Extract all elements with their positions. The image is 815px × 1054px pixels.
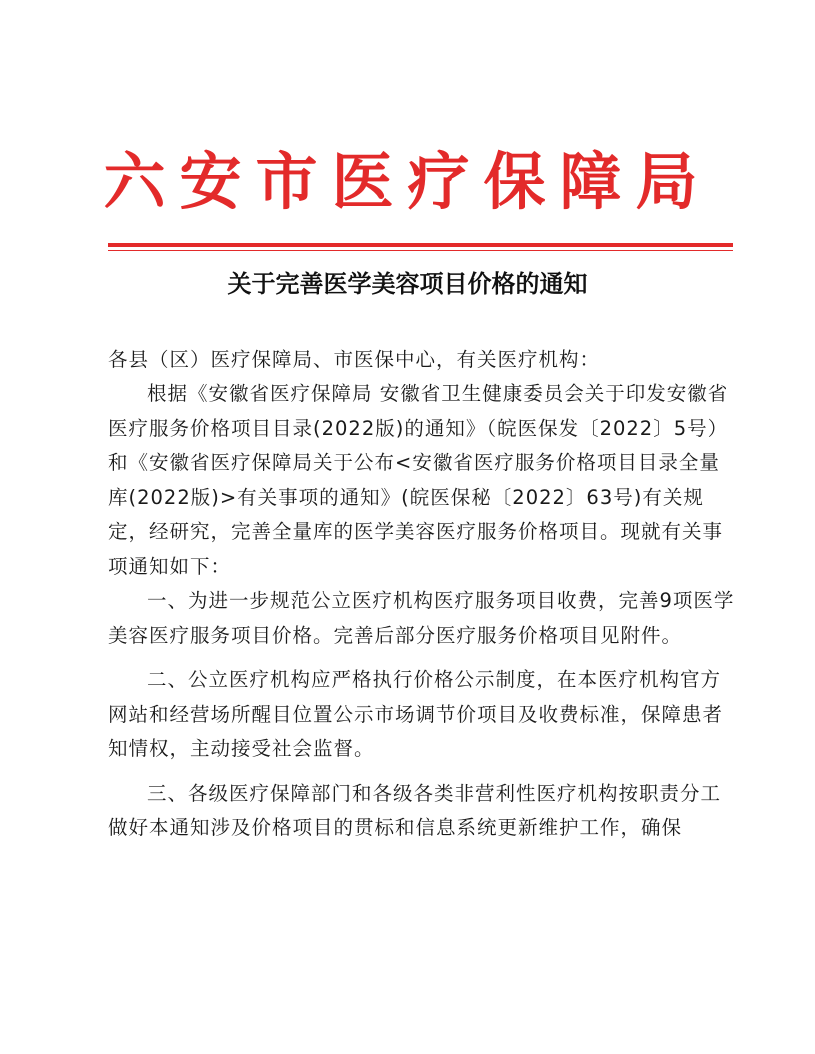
- salutation-text: 各县（区）医疗保障局、市医保中心，有关医疗机构：: [108, 348, 601, 371]
- red-header-rule-thin: [108, 250, 733, 251]
- agency-masthead: 六安市医疗保障局: [103, 145, 712, 218]
- salutation: [108, 343, 739, 378]
- paragraph-item-3: 三、各级医疗保障部门和各级各类非营利性医疗机构按职责分工做好本通知涉及价格项目的贯标和信息系统更新维护工作，确保: [108, 781, 722, 839]
- paragraph-item-1: 一、为进一步规范公立医疗机构医疗服务项目收费，完善9项医学美容医疗服务项目价格。完善后部分医疗服务价格项目见附件。: [108, 589, 735, 647]
- body-paragraphs: [108, 377, 739, 846]
- document-title: 关于完善医学美容项目价格的通知: [227, 269, 588, 298]
- paragraph-item-2: 二、公立医疗机构应严格执行价格公示制度，在本医疗机构官方网站和经营场所醒目位置公示市场调节价项目及收费标准，保障患者知情权，主动接受社会监督。: [108, 668, 724, 760]
- red-header-rule-thick: [108, 243, 733, 247]
- paragraph-intro: 根据《安徽省医疗保障局 安徽省卫生健康委员会关于印发安徽省医疗服务价格项目目录(2022版)的通知》（皖医保发〔2022〕5号）和《安徽省医疗保障局关于公布<安徽省医疗服务价格项目目录全量库(2022版)>有关事项的通知》(皖医保秘〔2022〕63号)有关规定，经研究，完善全量库的医学美容医疗服务价格项目。现就有关事项通知如下：: [108, 382, 729, 578]
